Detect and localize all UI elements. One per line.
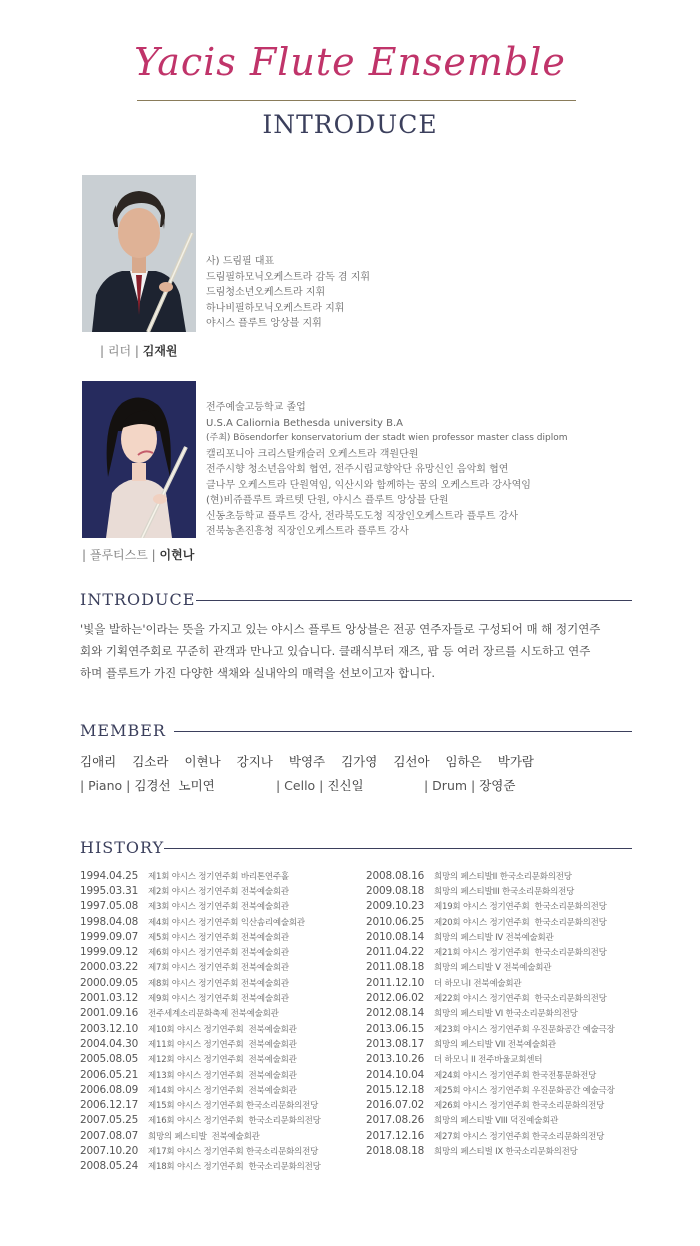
history-date: 2013.06.15 [366,1022,425,1035]
history-event: 제27회 야시스 정기연주회 한국소리문화의전당 [434,1131,605,1142]
history-date: 2017.08.26 [366,1114,425,1127]
member-name: 이현나 [184,754,221,769]
history-row [366,929,615,944]
history-date: 2018.08.18 [366,1144,425,1157]
history-event: 제21회 야시스 정기연주회 한국소리문화의전당 [434,948,607,959]
history-row [80,899,321,914]
history-event: 제20회 야시스 정기연주회 한국소리문화의전당 [434,917,607,928]
history-date: 2013.08.17 [366,1037,425,1050]
history-row [80,1006,321,1021]
history-event: 희망의 페스티발 VII 전북예술회관 [434,1039,556,1050]
history-event: 제19회 야시스 정기연주회 한국소리문화의전당 [434,902,607,913]
piano-members [80,776,215,794]
history-event: 제14회 야시스 정기연주회 전북예술회관 [148,1085,297,1096]
piano-names: 김경선 노미연 [134,778,215,793]
history-event: 제5회 야시스 정기연주회 전북예술회관 [148,932,289,943]
logo-divider [137,100,576,101]
history-row [366,883,615,898]
page-title: INTRODUCE [262,110,438,139]
flutist-caption [82,546,194,563]
history-date: 1999.09.12 [80,946,139,959]
history-row [366,1113,615,1128]
bio-line: (주최) Bösendorfer konservatorium der stadt wien professor master class diplom [206,433,568,443]
history-date: 2013.10.26 [366,1053,425,1066]
drum-label: | Drum | [424,778,476,793]
history-row [80,1128,321,1143]
history-row [80,1067,321,1082]
history-date: 2005.08.05 [80,1053,139,1066]
bio-line: 캘리포니아 크리스탈캐슬러 오케스트라 객원단원 [206,448,419,460]
member-name: 김선아 [393,754,430,769]
member-name: 임하은 [445,754,482,769]
history-date: 1997.05.08 [80,900,139,913]
history-right-column [366,868,615,1159]
history-date: 2009.08.18 [366,884,425,897]
intro-line: '빛을 발하는'이라는 뜻을 가지고 있는 야시스 플루트 앙상블은 전공 연주자들로 구성되어 매 해 정기연주 [80,622,601,636]
bio-line: 하나비필하모닉오케스트라 지휘 [206,302,345,314]
history-row [80,990,321,1005]
history-row [366,914,615,929]
history-date: 2010.06.25 [366,915,425,928]
history-date: 2015.12.18 [366,1083,425,1096]
history-row [80,1113,321,1128]
history-event: 제11회 야시스 정기연주회 전북예술회관 [148,1039,297,1050]
history-row [80,868,321,883]
member-heading: MEMBER [80,721,166,740]
history-event: 희망의 페스티발 VIII 덕진예술회관 [434,1116,559,1127]
member-name: 김소라 [132,754,169,769]
bio-line: 전주시향 청소년음악회 협연, 전주시립교향악단 유망신인 음악회 협연 [206,464,509,475]
history-event: 제8회 야시스 정기연주회 전북예술회관 [148,978,289,989]
intro-line: 회와 기획연주회로 꾸준히 관객과 만나고 있습니다. 클래식부터 재즈, 팝 등 여러 장르를 시도하고 연주 [80,644,591,658]
history-date: 2008.05.24 [80,1160,139,1173]
history-row [366,899,615,914]
history-date: 2006.12.17 [80,1099,139,1112]
history-event: 제22회 야시스 정기연주회 한국소리문화의전당 [434,994,607,1005]
leader-bio [206,254,370,332]
history-row [80,960,321,975]
history-date: 2001.03.12 [80,992,139,1005]
bio-line: 야시스 플루트 앙상블 지휘 [206,318,322,329]
history-row [366,1128,615,1143]
history-event: 제1회 야시스 정기연주회 바리톤연주홀 [148,871,289,882]
history-row [80,929,321,944]
history-date: 2014.10.04 [366,1068,425,1081]
history-row [80,1143,321,1158]
member-name: 김가영 [341,754,378,769]
history-rule [164,848,632,849]
history-event: 제24회 야시스 정기연주회 한국전통문화전당 [434,1070,597,1081]
history-row [80,944,321,959]
flutist-name: 이현나 [159,548,195,562]
intro-line: 하며 플루트가 가진 다양한 색채와 실내악의 매력을 선보이고자 합니다. [80,666,436,680]
history-event: 더 하모니 II 전주바울교회센터 [434,1055,543,1066]
history-event: 제15회 야시스 정기연주회 한국소리문화의전당 [148,1101,319,1112]
history-event: 제4회 야시스 정기연주회 익산솜리예술회관 [148,917,305,928]
history-date: 2000.03.22 [80,961,139,974]
history-row [366,1097,615,1112]
ensemble-logo: Yacis Flute Ensemble [134,40,566,84]
history-event: 희망의 페스티발 VI 한국소리문화의전당 [434,1009,578,1020]
history-event: 제9회 야시스 정기연주회 전북예술회관 [148,994,289,1005]
history-row [366,1036,615,1051]
history-row [366,1082,615,1097]
history-event: 희망의 페스티발 V 전북예술회관 [434,963,552,974]
history-event: 제3회 야시스 정기연주회 전북예술회관 [148,902,289,913]
flutist-photo [82,381,196,538]
history-date: 2011.04.22 [366,946,425,959]
history-row [366,944,615,959]
history-event: 제10회 야시스 정기연주회 전북예술회관 [148,1024,297,1035]
bio-line: 드림필하모닉오케스트라 감독 겸 지휘 [206,271,371,283]
leader-name: 김재원 [142,344,178,358]
history-event: 희망의 페스티발 전북예술회관 [148,1131,260,1142]
history-event: 희망의 페스티벌 IX 한국소리문화의전당 [434,1146,578,1157]
history-event: 희망의 페스티발III 한국소리문화의전당 [434,886,575,897]
history-date: 1995.03.31 [80,884,139,897]
history-event: 제25회 야시스 정기연주회 우진문화공간 예술극장 [434,1085,615,1096]
history-date: 2011.12.10 [366,976,425,989]
history-event: 제2회 야시스 정기연주회 전북예술회관 [148,886,289,897]
history-date: 2011.08.18 [366,961,425,974]
introduce-text [80,618,640,684]
bio-line: 드림청소년오케스트라 지휘 [206,287,326,298]
history-event: 전주세계소리문화축제 전북예술회관 [148,1009,279,1020]
introduce-heading: INTRODUCE [80,590,196,609]
history-event: 제7회 야시스 정기연주회 전북예술회관 [148,963,289,974]
leader-caption [100,342,178,359]
history-date: 2012.08.14 [366,1007,425,1020]
history-row [80,1082,321,1097]
member-rule [174,731,632,732]
bio-line: U.S.A Caliornia Bethesda university B.A [206,417,403,429]
history-date: 2016.07.02 [366,1099,425,1112]
bio-line: 사) 드림필 대표 [206,256,275,267]
history-row [80,1021,321,1036]
history-date: 2003.12.10 [80,1022,139,1035]
bio-line: 전북농촌진흥청 직장인오케스트라 플루트 강사 [206,526,409,537]
history-event: 희망의 페스티발 IV 전북예술회관 [434,932,554,943]
member-name: 김애리 [80,754,117,769]
history-date: 2012.06.02 [366,992,425,1005]
history-row [366,1067,615,1082]
member-name: 강지나 [236,754,273,769]
history-date: 2009.10.23 [366,900,425,913]
history-row [366,975,615,990]
member-name: 박영주 [288,754,326,769]
history-date: 2007.08.07 [80,1129,139,1142]
history-event: 희망의 페스티발II 한국소리문화의전당 [434,871,572,882]
history-row [80,1052,321,1067]
history-date: 2001.09.16 [80,1007,139,1020]
introduce-rule [196,600,632,601]
history-date: 1999.09.07 [80,930,139,943]
history-date: 2004.04.30 [80,1037,139,1050]
history-row [80,883,321,898]
history-row [80,1097,321,1112]
history-heading: HISTORY [80,838,165,857]
cello-names: 진신일 [327,778,364,793]
cello-members [276,776,364,794]
history-event: 제17회 야시스 정기연주회 한국소리문화의전당 [148,1146,319,1157]
leader-role: | 리더 | [100,344,139,358]
history-date: 2008.08.16 [366,869,425,882]
bio-line: 클나무 오케스트라 단원역임, 익산시와 함께하는 꿈의 오케스트라 강사역임 [206,479,531,491]
history-event: 제13회 야시스 정기연주회 전북예술회관 [148,1070,297,1081]
history-row [366,960,615,975]
history-row [366,1052,615,1067]
history-row [80,1036,321,1051]
history-date: 2007.05.25 [80,1114,139,1127]
history-date: 2000.09.05 [80,976,139,989]
flutist-bio [206,400,568,540]
history-row [80,975,321,990]
history-row [80,914,321,929]
member-name: 박가람 [497,754,534,769]
history-row [366,990,615,1005]
drum-names: 장영준 [479,778,516,793]
history-date: 1998.04.08 [80,915,139,928]
drum-members [424,776,515,794]
history-event: 제6회 야시스 정기연주회 전북예술회관 [148,948,289,959]
history-row [80,1159,321,1174]
history-left-column [80,868,321,1174]
flutist-role: | 플루티스트 | [82,548,156,562]
piano-label: | Piano | [80,778,131,793]
bio-line: 신동초등학교 플루트 강사, 전라북도도청 직장인오케스트라 플루트 강사 [206,510,519,522]
cello-label: | Cello | [276,778,324,793]
history-row [366,1143,615,1158]
history-date: 1994.04.25 [80,869,139,882]
history-event: 제12회 야시스 정기연주회 전북예술회관 [148,1055,297,1066]
bio-line: 전주예술고등학교 졸업 [206,402,306,413]
history-date: 2006.08.09 [80,1083,139,1096]
leader-photo [82,175,196,332]
history-row [366,868,615,883]
history-date: 2006.05.21 [80,1068,139,1081]
history-event: 제18회 야시스 정기연주회 한국소리문화의전당 [148,1162,321,1173]
bio-line: (현)비쥬플루트 콰르텟 단원, 야시스 플루트 앙상블 단원 [206,495,449,506]
history-row [366,1006,615,1021]
history-date: 2010.08.14 [366,930,425,943]
history-date: 2017.12.16 [366,1129,425,1142]
flute-members [80,752,543,770]
history-date: 2007.10.20 [80,1144,139,1157]
history-event: 더 하모니I 전북예술회관 [434,978,522,989]
history-event: 제16회 야시스 정기연주회 한국소리문화의전당 [148,1116,321,1127]
history-event: 제23회 야시스 정기연주회 우진문화공간 예술극장 [434,1024,615,1035]
history-row [366,1021,615,1036]
history-event: 제26회 야시스 정기연주회 한국소리문화의전당 [434,1101,605,1112]
